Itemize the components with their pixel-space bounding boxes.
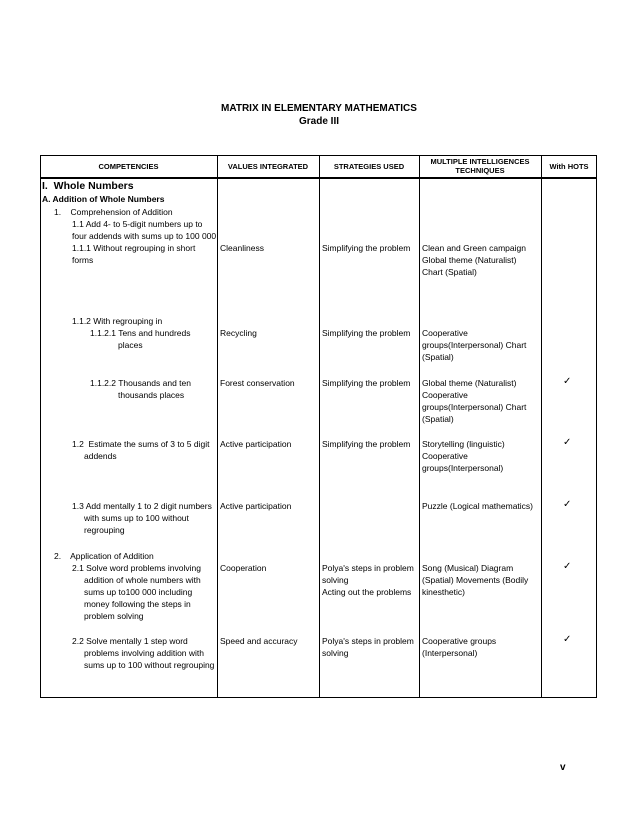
mi-technique: Puzzle (Logical mathematics) — [422, 501, 534, 511]
competency-item: 1. Comprehension of Addition — [54, 207, 173, 217]
mi-technique: Cooperative — [422, 451, 468, 461]
competency-item: problems involving addition with — [84, 648, 205, 658]
strategy-used: Polya's steps in problem — [322, 563, 414, 573]
value-integrated: Recycling — [220, 328, 257, 338]
competency-item: problem solving — [84, 611, 144, 621]
strategy-used: Simplifying the problem — [322, 243, 411, 253]
header-hots: With HOTS — [549, 161, 589, 171]
competency-item: sums up to100 000 including — [84, 587, 193, 597]
hots-check-icon: ✓ — [563, 499, 572, 510]
competency-item: 1.1 Add 4- to 5-digit numbers up to — [72, 219, 203, 229]
competency-item: 1.3 Add mentally 1 to 2 digit numbers — [72, 501, 212, 511]
header-mi-line2: TECHNIQUES — [455, 166, 505, 175]
competency-item: four addends with sums up to 100 000 — [72, 231, 217, 241]
mi-technique: Global theme (Naturalist) — [422, 255, 517, 265]
mi-technique: Cooperative — [422, 328, 468, 338]
hots-check-icon: ✓ — [563, 634, 572, 645]
mi-technique: Cooperative — [422, 390, 468, 400]
competency-item: 1.2 Estimate the sums of 3 to 5 digit — [72, 439, 210, 449]
strategy-used: solving — [322, 575, 349, 585]
competency-item: 2.2 Solve mentally 1 step word — [72, 636, 188, 646]
mi-technique: Chart (Spatial) — [422, 267, 477, 277]
strategy-used: solving — [322, 648, 349, 658]
hots-check-icon: ✓ — [563, 561, 572, 572]
page-number: v — [560, 762, 566, 773]
hots-check-icon: ✓ — [563, 437, 572, 448]
competency-item: 2. Application of Addition — [54, 551, 154, 561]
competency-item: 1.1.2.1 Tens and hundreds — [90, 328, 191, 338]
mi-technique: groups(Interpersonal) Chart — [422, 402, 527, 412]
mi-technique: (Spatial) Movements (Bodily — [422, 575, 529, 585]
value-integrated: Forest conservation — [220, 378, 295, 388]
column-divider — [319, 155, 320, 698]
mi-technique: Storytelling (linguistic) — [422, 439, 505, 449]
subsection-heading: A. Addition of Whole Numbers — [42, 194, 165, 204]
hots-check-icon: ✓ — [563, 376, 572, 387]
competency-item: 1.1.2.2 Thousands and ten — [90, 378, 191, 388]
value-integrated: Cooperation — [220, 563, 267, 573]
competency-item: addends — [84, 451, 117, 461]
competency-item: sums up to 100 without regrouping — [84, 660, 215, 670]
competency-item: 1.1.1 Without regrouping in short — [72, 243, 196, 253]
section-heading: I. Whole Numbers — [42, 180, 134, 192]
value-integrated: Cleanliness — [220, 243, 264, 253]
strategy-used: Simplifying the problem — [322, 439, 411, 449]
competency-item: money following the steps in — [84, 599, 191, 609]
mi-technique: Clean and Green campaign — [422, 243, 526, 253]
strategy-used: Acting out the problems — [322, 587, 412, 597]
competency-item: with sums up to 100 without — [84, 513, 189, 523]
strategy-used: Simplifying the problem — [322, 328, 411, 338]
strategy-used: Polya's steps in problem — [322, 636, 414, 646]
value-integrated: Active participation — [220, 439, 292, 449]
column-divider — [419, 155, 420, 698]
header-multiple-intelligences — [419, 155, 541, 177]
strategy-used: Simplifying the problem — [322, 378, 411, 388]
document-title: MATRIX IN ELEMENTARY MATHEMATICS — [221, 103, 417, 114]
mi-technique: Song (Musical) Diagram — [422, 563, 514, 573]
competency-item: forms — [72, 255, 94, 265]
mi-technique: groups(Interpersonal) Chart — [422, 340, 527, 350]
competency-item: regrouping — [84, 525, 125, 535]
header-mi-line1: MULTIPLE INTELLIGENCES — [430, 157, 530, 166]
mi-technique: Global theme (Naturalist) — [422, 378, 517, 388]
mi-technique: groups(Interpersonal) — [422, 463, 504, 473]
mi-technique: Cooperative groups — [422, 636, 497, 646]
column-divider — [541, 155, 542, 698]
competency-item: addition of whole numbers with — [84, 575, 201, 585]
competency-item: thousands places — [118, 390, 185, 400]
competency-item: 1.1.2 With regrouping in — [72, 316, 163, 326]
competency-item: places — [118, 340, 143, 350]
header-strategies: STRATEGIES USED — [333, 161, 405, 171]
competency-item: 2.1 Solve word problems involving — [72, 563, 201, 573]
value-integrated: Active participation — [220, 501, 292, 511]
mi-technique: (Interpersonal) — [422, 648, 478, 658]
mi-technique: (Spatial) — [422, 414, 454, 424]
document-subtitle: Grade III — [298, 116, 339, 127]
mi-technique: (Spatial) — [422, 352, 454, 362]
mi-technique: kinesthetic) — [422, 587, 465, 597]
column-divider — [217, 155, 218, 698]
header-values: VALUES INTEGRATED — [227, 161, 309, 171]
header-competencies: COMPETENCIES — [98, 161, 159, 171]
value-integrated: Speed and accuracy — [220, 636, 298, 646]
